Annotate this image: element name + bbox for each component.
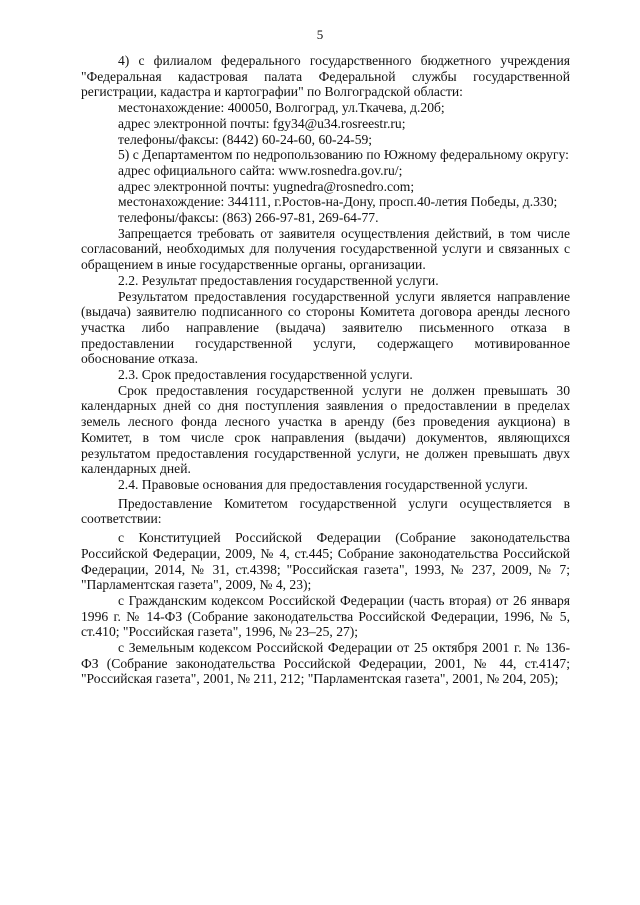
address-line: адрес электронной почты: fgy34@u34.rosreestr.ru; [118,115,406,131]
address-line: адрес электронной почты: yugnedra@rosnedro.com; [118,178,415,194]
paragraph: Результатом предоставления государственной услуги является направление (выдача) заявителю подписанного со стороны Комитета договора аренды лесного участка либо направление (выдача) заявителю письменного отказа в предоставлении государственной услуги, содержащего мотивированное обоснование отказа. [81,288,570,367]
paragraph: 2.4. Правовые основания для предоставления государственной услуги. [118,476,528,492]
paragraph: Запрещается требовать от заявителя осуществления действий, в том числе согласований, необходимых для получения государственной услуги и связанных с обращением в иные государственные органы, организации. [81,225,570,273]
address-line: телефоны/факсы: (863) 266-97-81, 269-64-77. [118,210,379,226]
paragraph: с Конституцией Российской Федерации (Собрание законодательства Российской Федерации, 2009, № 4, ст.445; Собрание законодательства Российской Федерации, 2014, № 31, ст.4398; "Российская газета", 1993, № 237, 2009, № 7; "Парламентская газета", 2009, № 4, 23); [81,530,570,593]
paragraph: 5) с Департаментом по недропользованию по Южному федеральному округу: [118,147,569,163]
paragraph: 2.3. Срок предоставления государственной услуги. [118,367,413,383]
paragraph: с Земельным кодексом Российской Федерации от 25 октября 2001 г. № 136-ФЗ (Собрание законодательства Российской Федерации, 2001, № 44, ст.4147; "Российская газета", 2001, № 211, 212; "Парламентская газета", 2001, № 204, 205); [81,640,570,687]
document-body [81,53,570,687]
address-line: телефоны/факсы: (8442) 60-24-60, 60-24-59; [118,131,373,147]
paragraph: Предоставление Комитетом государственной услуги осуществляется в соответствии: [81,495,570,527]
address-line: местонахождение: 344111, г.Ростов-на-Дону, просп.40-летия Победы, д.330; [118,194,558,210]
paragraph: Срок предоставления государственной услуги не должен превышать 30 календарных дней со дня поступления заявления о предоставлении в пределах земель лесного фонда лесного участка в аренду (без проведения аукциона) в Комитет, в том числе срок направления (выдачи) документов, являющихся результатом предоставления государственной услуги, не должен превышать двух календарных дней. [81,382,570,477]
paragraph: 2.2. Результат предоставления государственной услуги. [118,272,439,288]
paragraph: с Гражданским кодексом Российской Федерации (часть вторая) от 26 января 1996 г. № 14-ФЗ (Собрание законодательства Российской Федерации, 1996, № 5, ст.410; "Российская газета", 1996, № 23–25, 27); [81,592,570,640]
page-number: 5 [316,27,324,42]
address-line: местонахождение: 400050, Волгоград, ул.Ткачева, д.20б; [118,100,445,116]
paragraph: 4) с филиалом федерального государственного бюджетного учреждения "Федеральная кадастровая палата Федеральной службы государственной регистрации, кадастра и картографии" по Волгоградской области: [81,53,570,100]
address-line: адрес официального сайта: www.rosnedra.gov.ru/; [118,162,403,178]
